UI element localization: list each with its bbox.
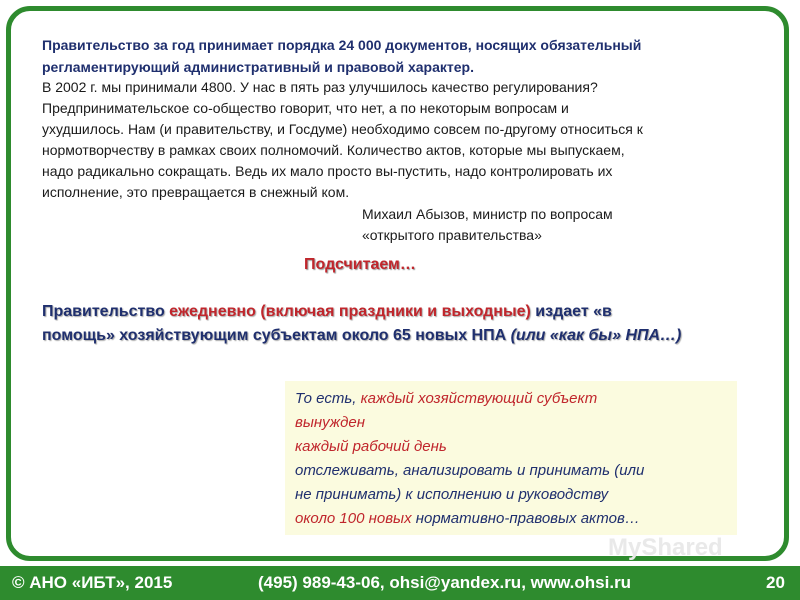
quote-line: Предпринимательское со-общество говорит, что нет, а по некоторым вопросам и bbox=[42, 100, 569, 116]
quote-lead-line1: Правительство за год принимает порядка 24 000 документов, носящих обязательный bbox=[42, 37, 642, 53]
note-text: нормативно-правовых актов… bbox=[415, 510, 640, 527]
quote-line: надо радикально сокращать. Ведь их мало просто вы-пустить, надо контролировать их bbox=[42, 163, 613, 179]
stat-part: издает «в bbox=[530, 303, 612, 320]
stat-part: помощь» хозяйствующим субъектам около 65 новых НПА bbox=[42, 327, 511, 344]
note-text-red: вынужден bbox=[295, 414, 365, 431]
stat-part: Правительство bbox=[42, 303, 170, 320]
note-text-red: каждый рабочий день bbox=[295, 438, 447, 455]
note-text: То есть, bbox=[295, 390, 361, 407]
watermark: MyShared bbox=[608, 534, 723, 561]
stat-paragraph bbox=[42, 300, 681, 348]
page-number: 20 bbox=[766, 573, 785, 592]
stat-italic: (или «как бы» НПА…) bbox=[510, 327, 682, 344]
quote-author: Михаил Абызов, министр по вопросам bbox=[362, 206, 613, 222]
footer-bar bbox=[0, 566, 800, 600]
footer-org: © АНО «ИБТ», 2015 bbox=[12, 573, 173, 592]
note-text-red: около 100 новых bbox=[295, 510, 416, 527]
footer-contacts: (495) 989-43-06, ohsi@yandex.ru, www.ohsi.ru bbox=[258, 573, 632, 592]
quote-line: В 2002 г. мы принимали 4800. У нас в пять раз улучшилось качество регулирования? bbox=[42, 79, 598, 95]
note-text: отслеживать, анализировать и принимать (или bbox=[295, 462, 645, 479]
note-text: не принимать) к исполнению и руководству bbox=[295, 486, 609, 503]
stat-highlight: ежедневно (включая праздники и выходные) bbox=[169, 303, 531, 320]
quote-line: ухудшилось. Нам (и правительству, и Госдуме) необходимо совсем по-другому относиться к bbox=[42, 121, 643, 137]
note-box bbox=[285, 381, 737, 535]
quote-line: исполнение, это превращается в снежный ком. bbox=[42, 184, 350, 200]
quote-author-title: «открытого правительства» bbox=[362, 227, 542, 243]
quote-lead-line2: регламентирующий административный и правовой характер. bbox=[42, 59, 474, 75]
quote-line: нормотворчеству в рамках своих полномочий. Количество актов, которые мы выпускаем, bbox=[42, 142, 625, 158]
note-text-red: каждый хозяйствующий субъект bbox=[360, 390, 598, 407]
count-heading: Подсчитаем… bbox=[304, 256, 416, 273]
